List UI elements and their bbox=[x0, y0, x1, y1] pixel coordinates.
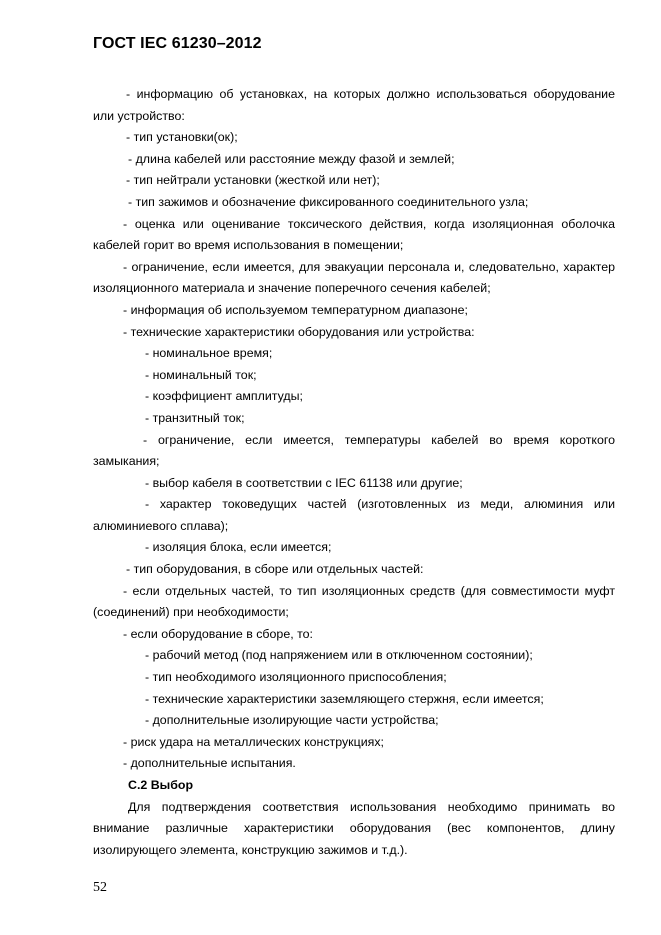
list-item: - изоляция блока, если имеется; bbox=[145, 540, 332, 555]
list-item: - номинальное время; bbox=[145, 346, 273, 361]
list-item: - тип установки(ок); bbox=[126, 130, 238, 145]
list-item: - оценка или оценивание токсического действия, когда изоляционная оболочка кабелей горит во время использования в помещении; bbox=[93, 216, 615, 253]
list-item: - если оборудование в сборе, то: bbox=[123, 626, 313, 641]
list-item: - риск удара на металлических конструкциях; bbox=[123, 734, 384, 749]
list-item: - если отдельных частей, то тип изоляционных средств (для совместимости муфт (соединений) при необходимости; bbox=[93, 583, 615, 620]
list-item: - выбор кабеля в соответствии с IEC 61138 или другие; bbox=[145, 475, 463, 490]
list-item: - технические характеристики оборудования или устройства: bbox=[123, 324, 475, 339]
list-item: - длина кабелей или расстояние между фазой и землей; bbox=[128, 151, 455, 166]
list-item: - характер токоведущих частей (изготовленных из меди, алюминия или алюминиевого сплава); bbox=[93, 497, 615, 533]
list-item: - технические характеристики заземляющего стержня, если имеется; bbox=[145, 691, 544, 706]
section-heading: C.2 Выбор bbox=[128, 778, 194, 792]
list-item: - номинальный ток; bbox=[145, 367, 257, 382]
list-item: - тип нейтрали установки (жесткой или нет); bbox=[126, 173, 380, 188]
list-item: - тип оборудования, в сборе или отдельных частей: bbox=[126, 562, 424, 577]
document-header: ГОСТ IEC 61230–2012 bbox=[93, 35, 262, 52]
list-item: - коэффициент амплитуды; bbox=[145, 389, 303, 404]
paragraph: Для подтверждения соответствия использования необходимо принимать во внимание различные характеристики оборудования (вес компонентов, длину изолирующего элемента, конструкцию зажимов и т.д.). bbox=[93, 799, 615, 857]
document-body bbox=[93, 84, 615, 861]
list-item: - ограничение, если имеется, для эвакуации персонала и, следовательно, характер изоляционного материала и значение поперечного сечения кабелей; bbox=[93, 259, 615, 296]
page-number: 52 bbox=[93, 880, 107, 895]
list-item: - транзитный ток; bbox=[145, 410, 245, 425]
list-item: - информация об используемом температурном диапазоне; bbox=[123, 302, 468, 317]
list-item: - ограничение, если имеется, температуры кабелей во время короткого замыкания; bbox=[93, 432, 615, 469]
list-item: - информацию об установках, на которых должно использоваться оборудование или устройство: bbox=[93, 87, 615, 123]
list-item: - тип зажимов и обозначение фиксированного соединительного узла; bbox=[128, 194, 529, 209]
list-item: - дополнительные изолирующие части устройства; bbox=[145, 713, 439, 728]
list-item: - дополнительные испытания. bbox=[123, 756, 296, 771]
list-item: - рабочий метод (под напряжением или в отключенном состоянии); bbox=[145, 648, 533, 663]
list-item: - тип необходимого изоляционного приспособления; bbox=[145, 670, 447, 685]
